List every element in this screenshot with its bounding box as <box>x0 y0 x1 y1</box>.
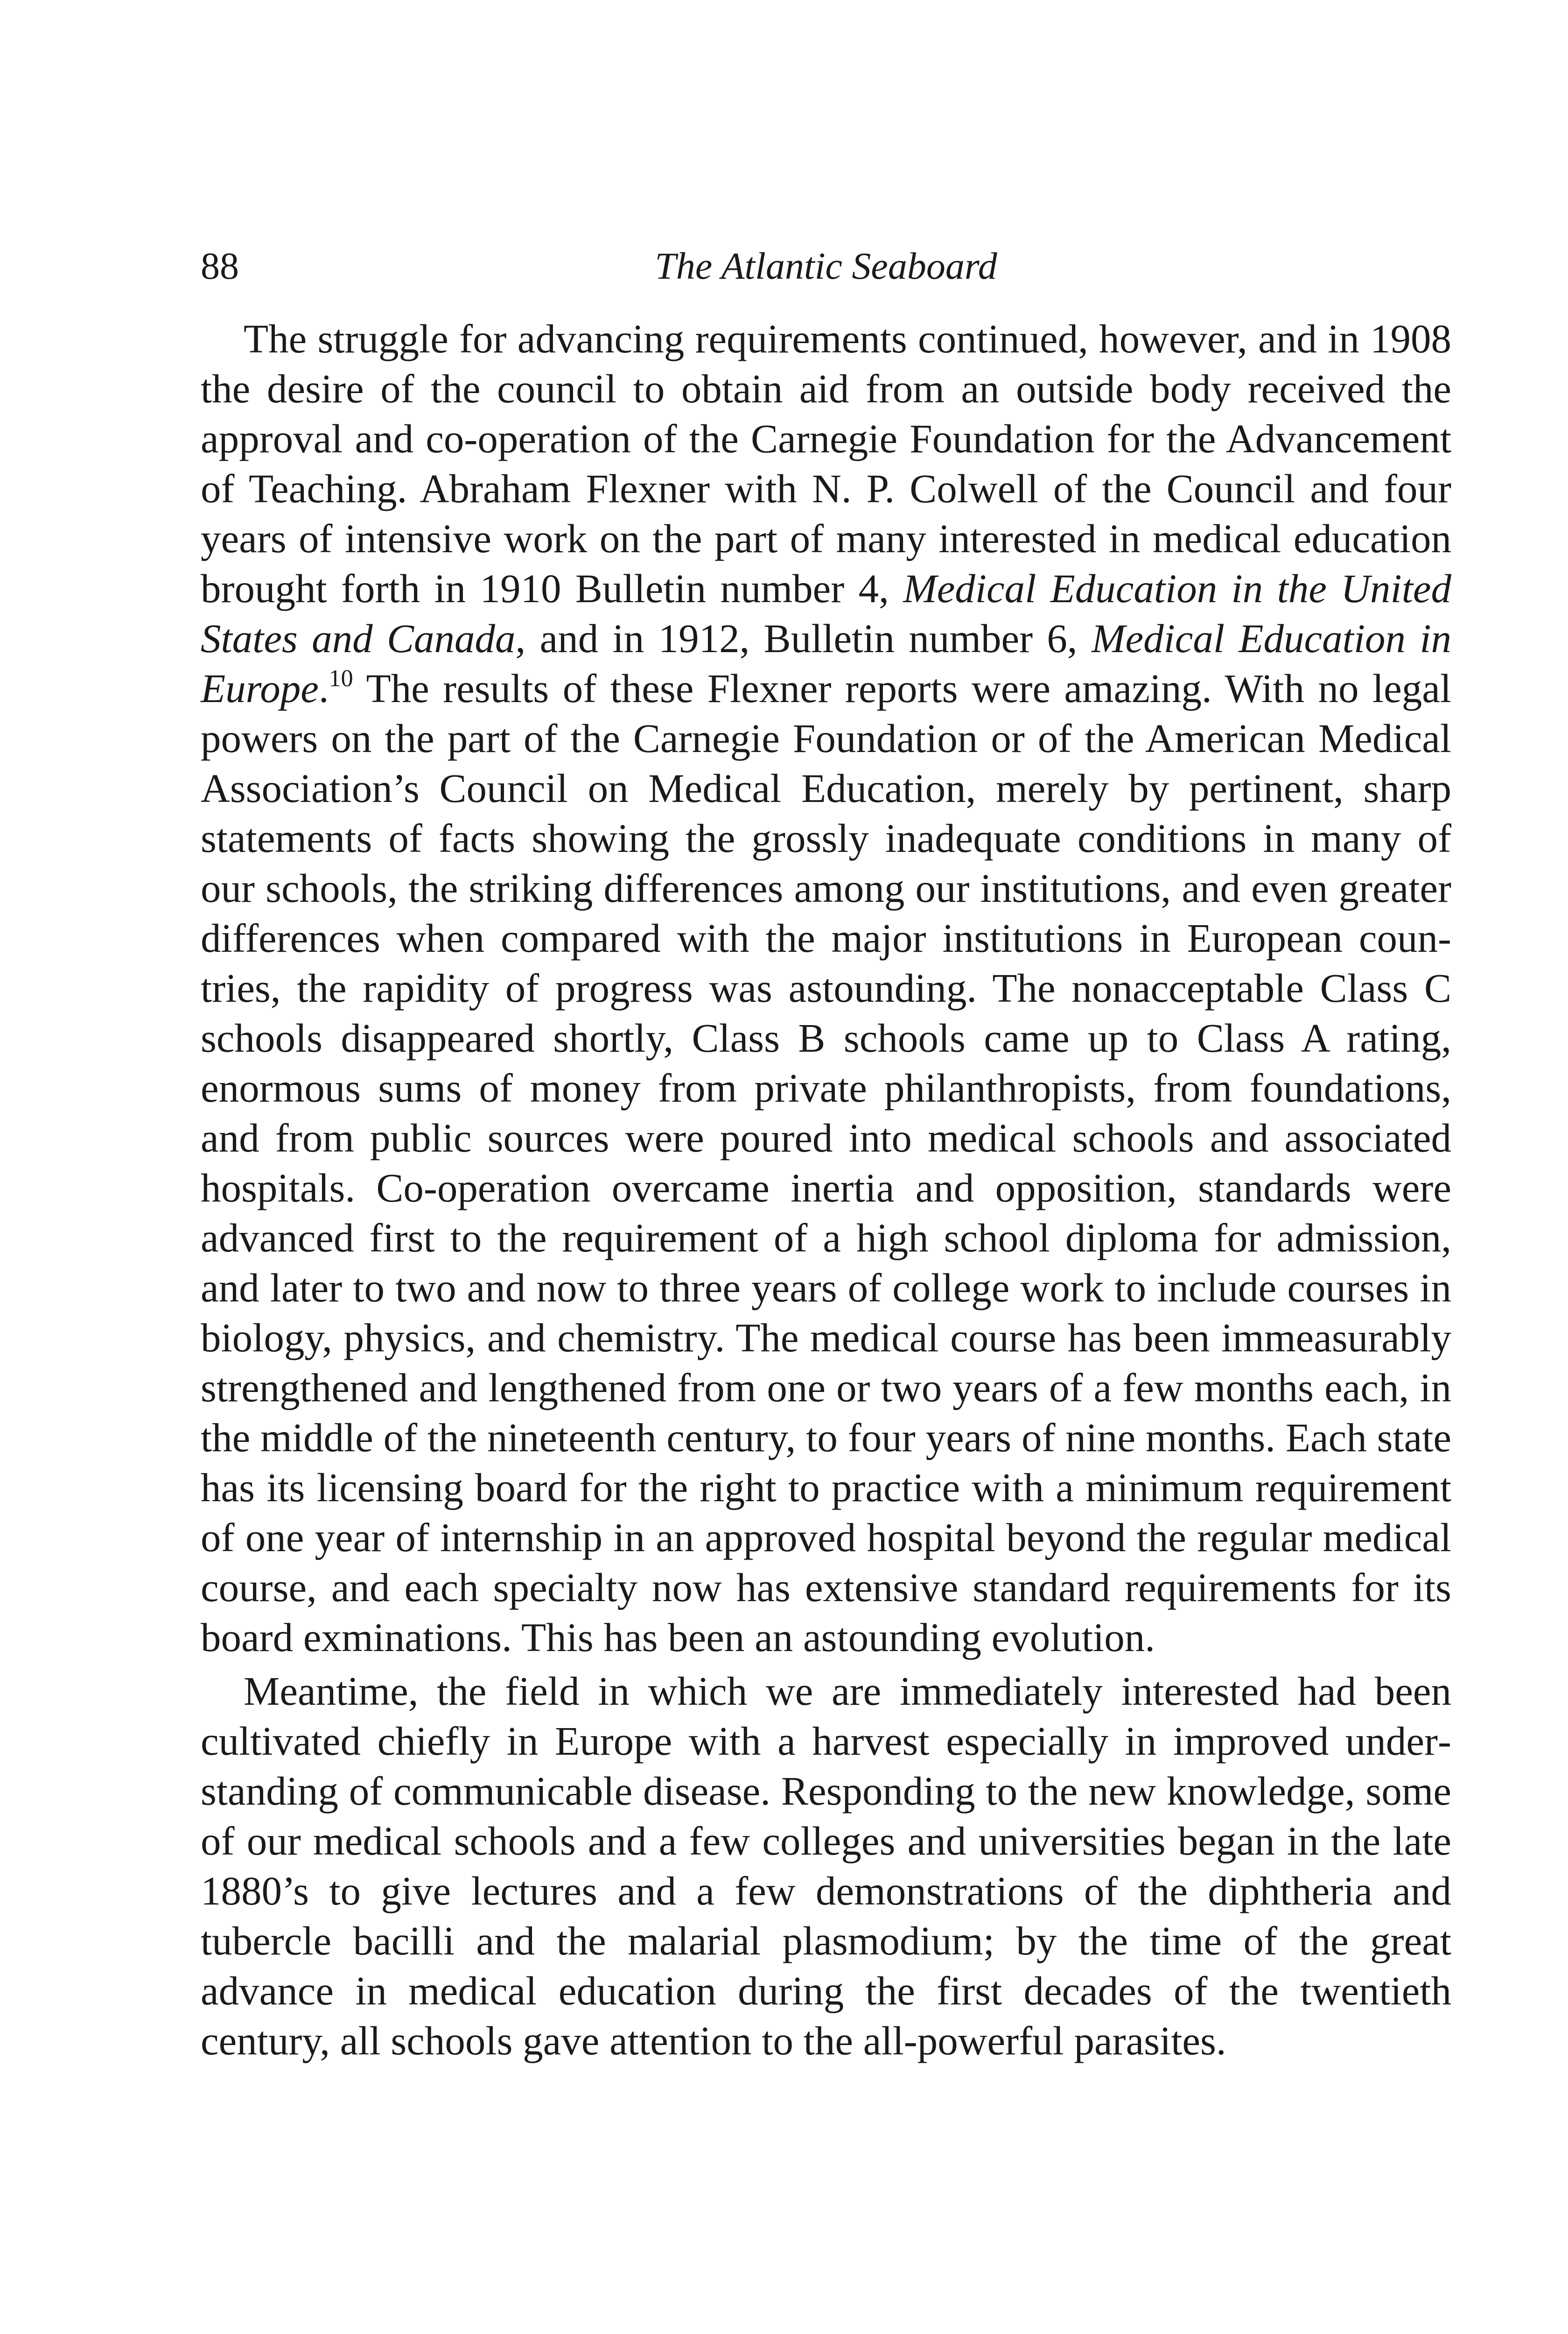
text-run: . <box>318 666 329 711</box>
text-run: , and in 1912, Bulletin number 6, <box>515 616 1092 661</box>
footnote-marker: 10 <box>329 665 353 692</box>
paragraph <box>201 314 1451 1662</box>
text-run: The struggle for advancing requirements continued, however, and in 1908 the desire of the council to obtain aid from an outside body received the approval and co-operation of the Carnegie Foundation for the Advancement of Teaching. Abraham Flexner with N. P. Colwell of the Council and four years of intensive work on the part of many interested in medical education brought forth in 1910 Bulletin number 4, <box>201 316 1451 611</box>
italic-title: Medical Education in the United States and Canada <box>201 566 1452 661</box>
paragraph <box>201 1666 1451 2066</box>
text-run: Meantime, the field in which we are immediately interested had been cultivated chiefly in Europe with a harvest especially in improved understanding of communicable disease. Responding to the new knowledge, some of our medical schools and a few colleges and universities began in the late 1880’s to give lectures and a few demonstrations of the diphtheria and tubercle bacilli and the malarial plasmodium; by the time of the great advance in medical education during the first decades of the twentieth century, all schools gave attention to the all-powerful parasites. <box>201 1668 1451 2063</box>
page-number: 88 <box>201 245 239 287</box>
running-title: The Atlantic Seaboard <box>655 245 997 287</box>
body-text <box>201 314 1451 2067</box>
italic-title: Medical Education in Europe <box>201 616 1452 711</box>
text-run: The results of these Flexner reports were amazing. With no legal powers on the part of the Carnegie Foundation or of the American Medical Association’s Council on Medical Education, merely by pertinent, sharp statements of facts showing the grossly inadequate conditions in many of our schools, the striking differences among our institutions, and even greater differences when compared with the major institutions in European countries, the rapidity of progress was astounding. The nonacceptable Class C schools disappeared shortly, Class B schools came up to Class A rating, enormous sums of money from private philanthropists, from foundations, and from public sources were poured into medical schools and associated hospitals. Co-operation overcame inertia and opposition, standards were advanced first to the requirement of a high school diploma for admission, and later to two and now to three years of college work to include courses in biology, physics, and chemistry. The medical course has been immeasurably strengthened and lengthened from one or two years of a few months each, in the middle of the nineteenth century, to four years of nine months. Each state has its licensing board for the right to practice with a minimum requirement of one year of internship in an approved hospital beyond the regular medical course, and each specialty now has extensive standard requirements for its board exminations. This has been an astounding evolution. <box>201 666 1451 1660</box>
running-head <box>201 243 1451 308</box>
